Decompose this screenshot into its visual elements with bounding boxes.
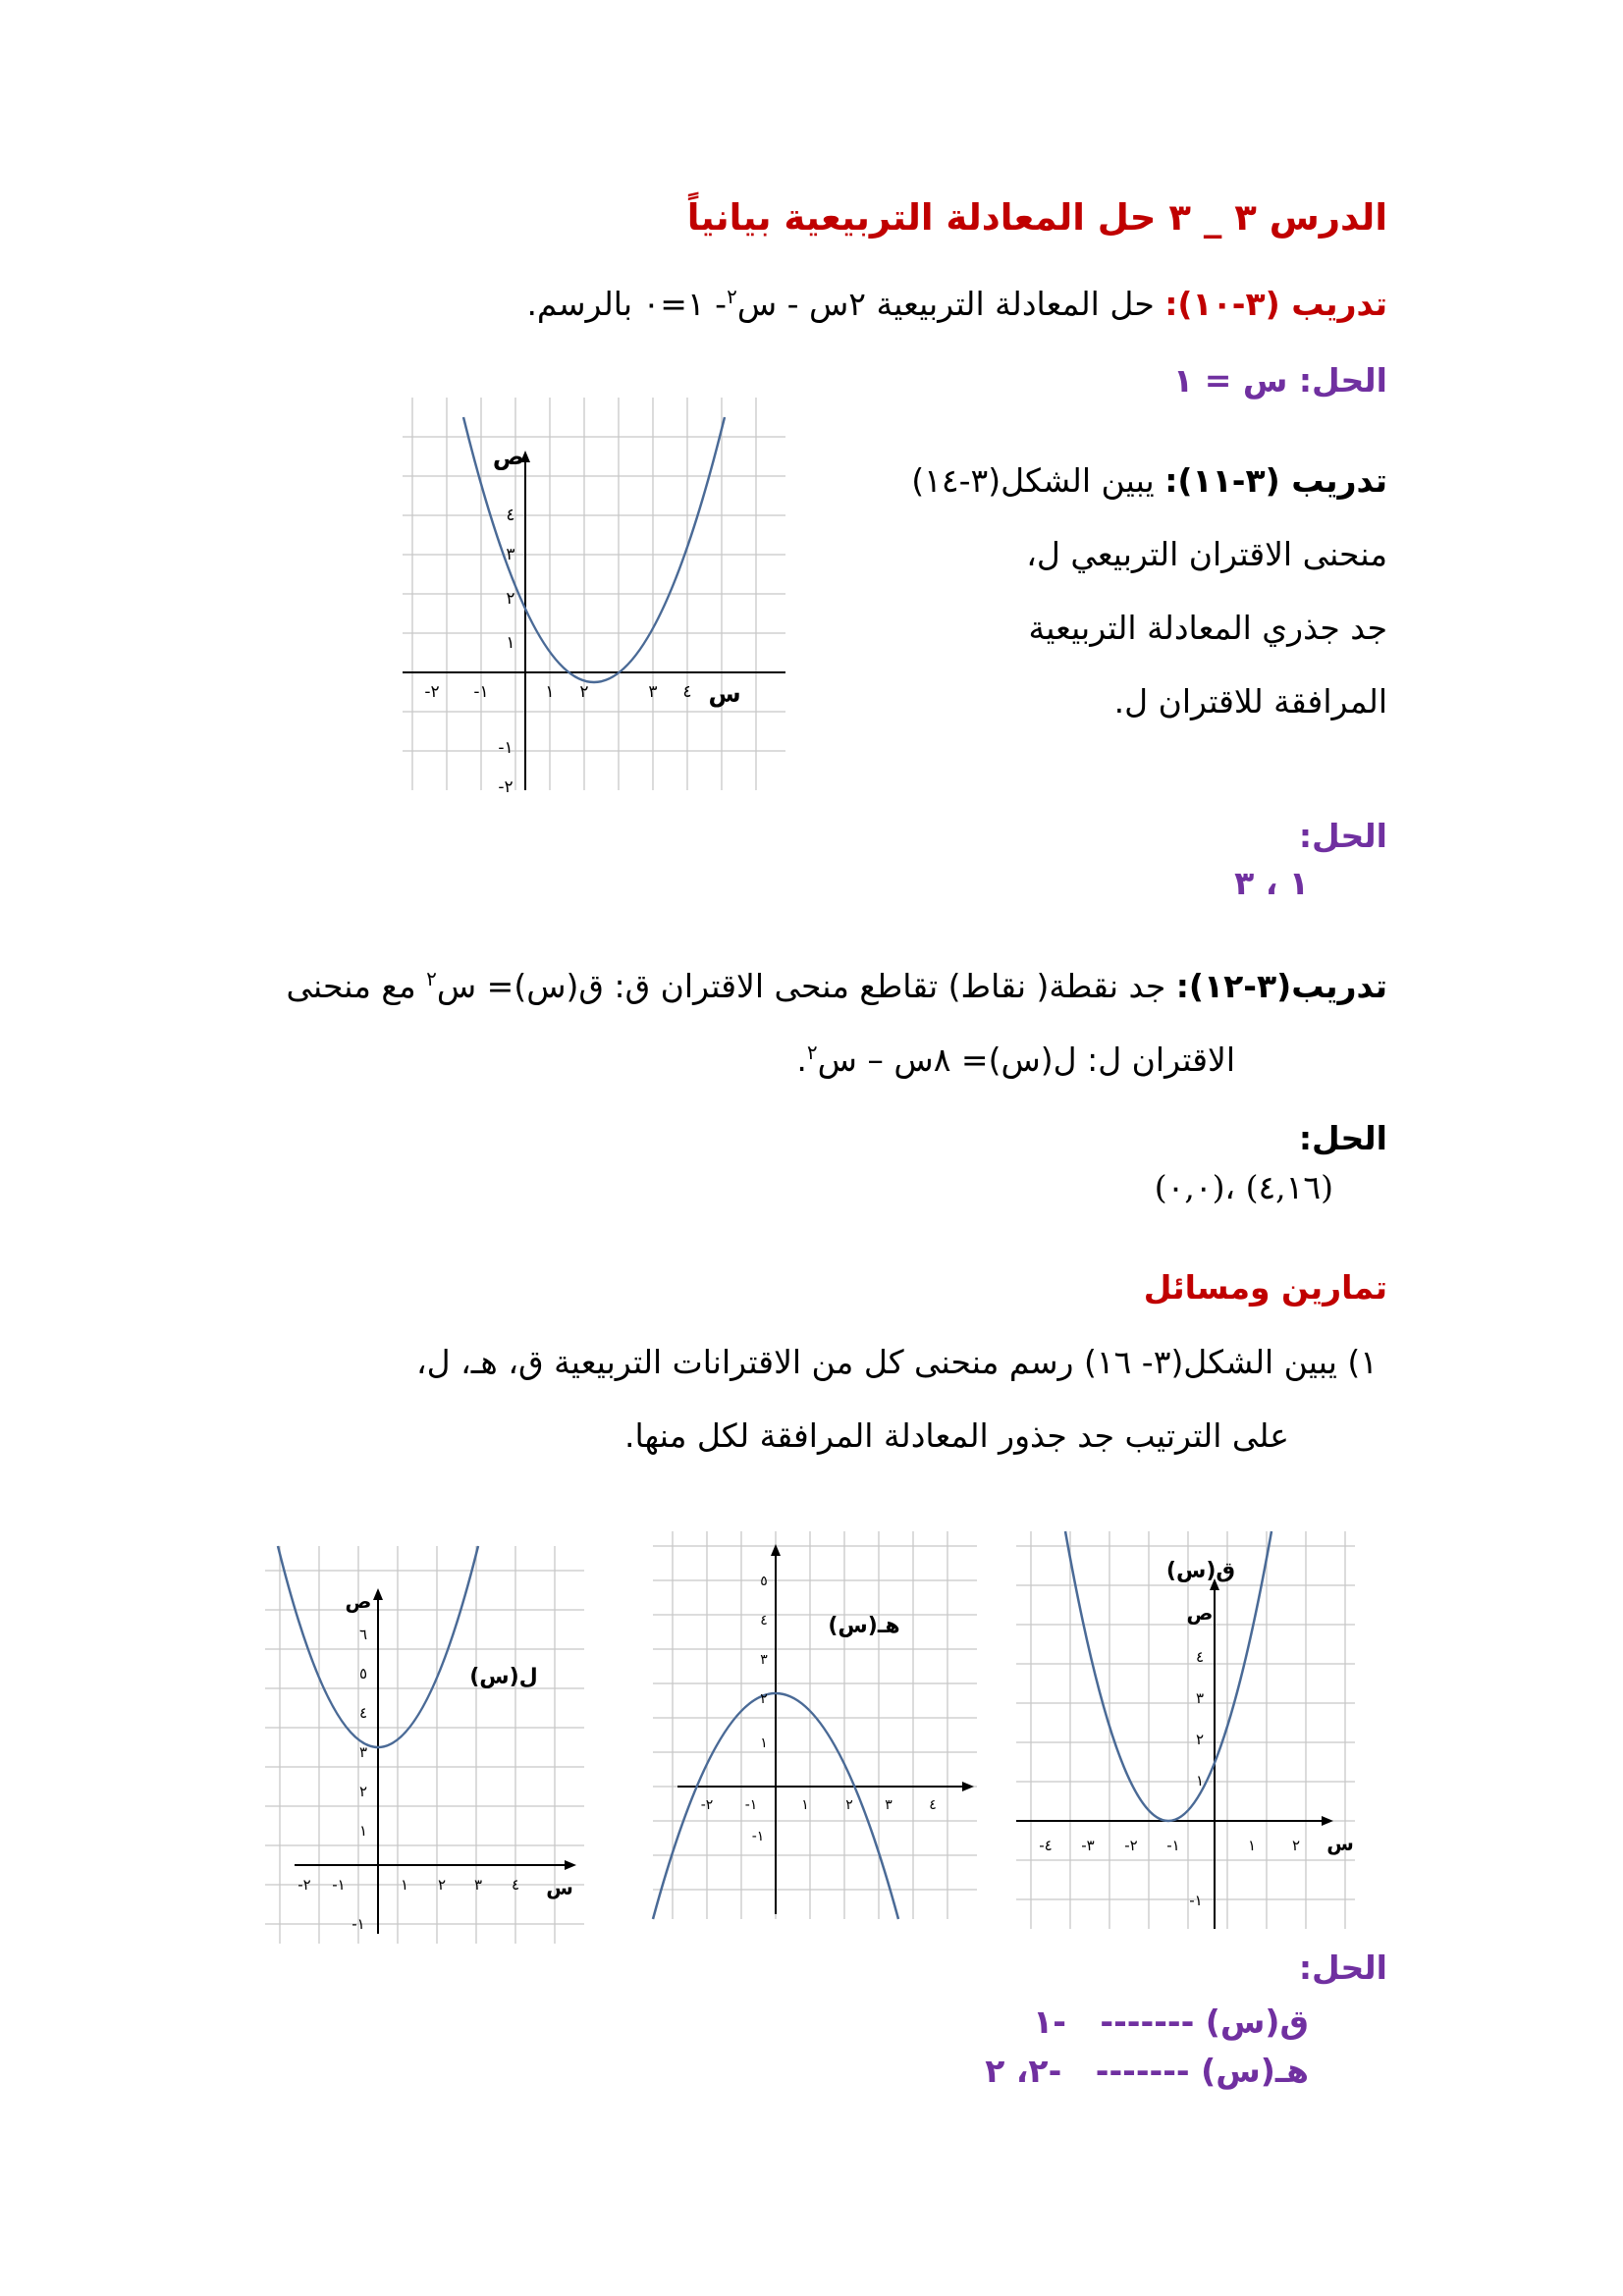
- y-tick-label: ١: [358, 1822, 368, 1840]
- curve-label: ل(س): [469, 1665, 538, 1689]
- exercise-11-line4: المرافقة للاقتران ل.: [1113, 682, 1387, 721]
- grid: [265, 1546, 584, 1944]
- exercise-10-superscript: ٢: [727, 285, 737, 308]
- y-tick-label: ٢: [760, 1691, 768, 1707]
- y-tick-label: ٣: [506, 545, 515, 564]
- question-1-line1: ١) يبين الشكل(٣- ١٦) رسم منحنى كل من الاقترانات التربيعية ق، هـ، ل،: [416, 1343, 1378, 1381]
- y-tick-label: ٥: [760, 1574, 768, 1589]
- solution-label: الحل:: [1298, 361, 1387, 400]
- y-axis-label: ص: [492, 443, 525, 470]
- exercise-12-text-b: مع منحنى: [286, 967, 427, 1005]
- answer-h: [985, 2052, 1309, 2090]
- graph-fig-3-14: [403, 388, 795, 800]
- y-tick-label: ٣: [1195, 1689, 1205, 1707]
- graph-h: [648, 1526, 982, 1929]
- grid: [403, 398, 785, 790]
- exercise-10-answer: س = ١: [1173, 361, 1299, 400]
- y-tick-label: ١: [1195, 1772, 1205, 1789]
- x-tick-label: ٣: [473, 1876, 483, 1894]
- y-tick-label: ٤: [506, 506, 515, 525]
- x-tick-label: ٤: [511, 1876, 520, 1894]
- curve-label: ق(س): [1165, 1559, 1236, 1583]
- x-axis-label: س: [1326, 1832, 1354, 1855]
- y-tick-label: ١: [506, 633, 515, 653]
- x-axis-arrow: [565, 1860, 576, 1870]
- answer-h-dashes: -------: [1095, 2052, 1190, 2090]
- x-tick-label: -٢: [1124, 1837, 1138, 1854]
- exercise-12-solution-label: الحل:: [1298, 1119, 1387, 1157]
- x-tick-label: -٢: [298, 1876, 311, 1894]
- exercise-10: [526, 285, 1387, 323]
- exercise-11-line2: منحنى الاقتران التربيعي ل،: [1026, 535, 1387, 573]
- x-tick-label: -٤: [1039, 1837, 1053, 1854]
- grid: [653, 1531, 977, 1919]
- question-1-line2: على الترتيب جد جذور المعادلة المرافقة لكل منها.: [623, 1416, 1289, 1455]
- answer-q-dashes: -------: [1100, 2002, 1195, 2041]
- exercise-12-line2-text-b: .: [796, 1041, 807, 1079]
- question-1-solution-label: الحل:: [1298, 1949, 1387, 1987]
- graph-q: [1011, 1526, 1365, 1939]
- exercise-10-label: تدريب (٣-١٠):: [1164, 285, 1387, 323]
- y-tick-label: ٢: [358, 1783, 368, 1800]
- y-tick-label: -١: [498, 738, 514, 758]
- exercise-10-solution: [1173, 361, 1387, 400]
- x-tick-label: -١: [744, 1797, 758, 1813]
- y-tick-label: ٣: [358, 1743, 368, 1761]
- x-tick-label: -١: [332, 1876, 346, 1894]
- answer-h-value: -٢، ٢: [985, 2052, 1062, 2090]
- y-tick-label: ٤: [1195, 1648, 1205, 1666]
- y-tick-label: -١: [352, 1915, 365, 1933]
- exercise-12-line2-text-a: الاقتران ل: ل(س)= ٨س – س: [817, 1041, 1235, 1079]
- y-tick-label: -٢: [498, 777, 514, 797]
- x-tick-label: ١: [1247, 1837, 1257, 1854]
- y-tick-label: ١: [760, 1735, 768, 1751]
- exercise-11-line1: [911, 461, 1387, 500]
- x-axis-label: س: [708, 680, 741, 708]
- exercise-11-answer: ١ ، ٣: [1234, 864, 1309, 902]
- x-tick-label: ٤: [682, 682, 692, 702]
- y-tick-label: ٤: [760, 1613, 768, 1629]
- exercise-12-line2: [796, 1041, 1235, 1079]
- exercise-11-line3: جد جذري المعادلة التربيعية: [1028, 609, 1387, 647]
- x-tick-label: ٣: [885, 1797, 893, 1813]
- exercise-12-label: تدريب(٣-١٢):: [1175, 967, 1387, 1005]
- y-tick-label: -١: [751, 1829, 765, 1844]
- x-axis-arrow: [962, 1782, 974, 1791]
- x-tick-label: ١: [801, 1797, 809, 1813]
- curve-label: هـ(س): [828, 1614, 900, 1638]
- x-tick-label: ١: [400, 1876, 409, 1894]
- y-tick-label: ٣: [760, 1652, 768, 1668]
- x-axis-arrow: [1322, 1816, 1333, 1826]
- answer-q-name: ق(س): [1205, 2002, 1309, 2041]
- y-tick-label: ٢: [506, 589, 515, 609]
- x-tick-label: -٢: [424, 682, 440, 702]
- exercise-12-answer: (٠,٠)، (٤,١٦): [1154, 1168, 1333, 1206]
- exercise-12-line2-superscript: ٢: [806, 1041, 818, 1064]
- exercise-10-text-a: حل المعادلة التربيعية ٢س - س: [736, 285, 1165, 323]
- graph-l: [260, 1541, 594, 1953]
- answer-q: [1033, 2002, 1309, 2041]
- exercise-11-text: يبين الشكل(٣-١٤): [911, 461, 1165, 500]
- y-axis-label: ص: [1186, 1601, 1214, 1625]
- x-tick-label: -٣: [1081, 1837, 1095, 1854]
- x-tick-label: ١: [545, 682, 555, 702]
- x-tick-label: ٣: [648, 682, 658, 702]
- exercise-12-line1: [287, 967, 1387, 1005]
- y-axis-label: ص: [345, 1589, 372, 1613]
- y-tick-label: -١: [1189, 1892, 1203, 1909]
- x-tick-label: ٢: [845, 1797, 853, 1813]
- x-tick-label: -١: [473, 682, 489, 702]
- answer-q-value: -١: [1033, 2002, 1066, 2041]
- exercise-10-text-b: - ١=٠ بالرسم.: [526, 285, 728, 323]
- x-tick-label: ٢: [437, 1876, 447, 1894]
- x-axis-label: س: [546, 1876, 573, 1899]
- y-axis-arrow: [373, 1588, 383, 1600]
- y-tick-label: ٤: [358, 1704, 368, 1722]
- exercise-11-label: تدريب (٣-١١):: [1164, 461, 1387, 500]
- y-tick-label: ٢: [1195, 1731, 1205, 1748]
- answer-h-name: هـ(س): [1201, 2052, 1309, 2090]
- x-tick-label: ٤: [929, 1797, 937, 1813]
- y-tick-label: ٥: [358, 1665, 368, 1682]
- x-tick-label: -٢: [700, 1797, 714, 1813]
- x-tick-label: ٢: [579, 682, 589, 702]
- grid: [1016, 1531, 1355, 1929]
- y-tick-label: ٦: [358, 1626, 368, 1643]
- exercise-12-text-a: جد نقطة( نقاط) تقاطع منحى الاقتران ق: ق(س)= س: [436, 967, 1176, 1005]
- exercises-heading: تمارين ومسائل: [1143, 1268, 1387, 1307]
- x-tick-label: ٢: [1291, 1837, 1301, 1854]
- exercise-12-superscript: ٢: [426, 967, 437, 990]
- exercise-11-solution-label: الحل:: [1298, 817, 1387, 855]
- x-tick-label: -١: [1166, 1837, 1180, 1854]
- lesson-title: الدرس ٣ _ ٣ حل المعادلة التربيعية بيانياً: [686, 196, 1387, 239]
